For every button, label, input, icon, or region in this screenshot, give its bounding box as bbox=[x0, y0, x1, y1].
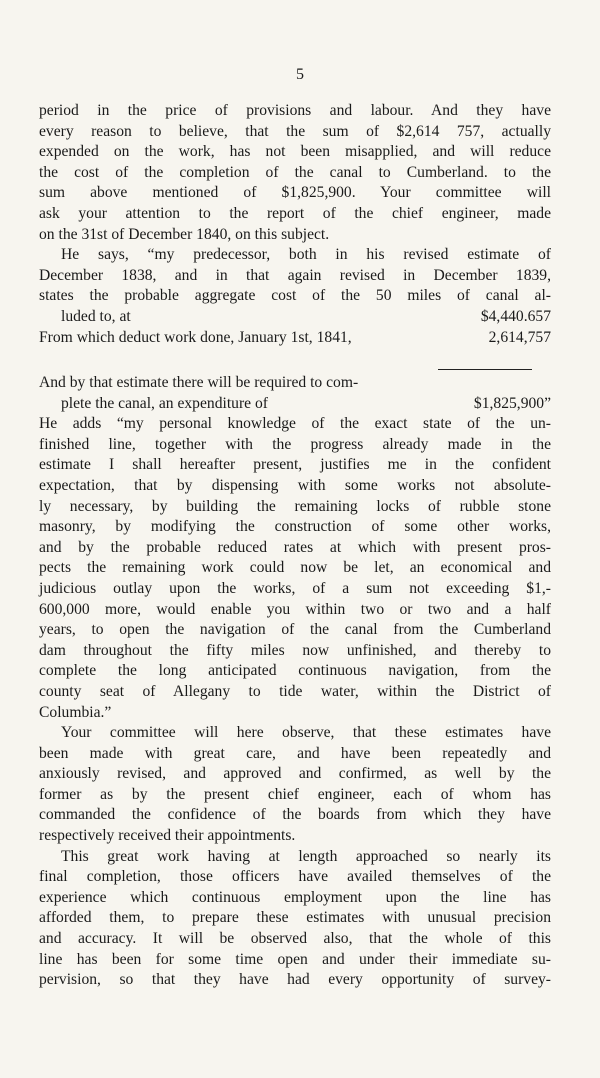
estimate-value: $1,825,900” bbox=[473, 394, 551, 412]
text-line: complete the long anticipated continuous navigation, from the bbox=[39, 662, 551, 680]
paragraph-5 bbox=[39, 723, 551, 847]
text-line: pervision, so that they have had every opportunity of survey- bbox=[39, 971, 551, 989]
paragraph-1 bbox=[39, 101, 551, 245]
text-line: former as by the present chief engineer, each of whom has bbox=[39, 785, 551, 803]
estimate-label: plete the canal, an expenditure of bbox=[61, 394, 268, 412]
text-line: states the probable aggregate cost of the 50 miles of canal al- bbox=[39, 287, 551, 305]
text-line: anxiously revised, and approved and confirmed, as well by the bbox=[39, 765, 551, 783]
text-line: pects the remaining work could now be let, an economical and bbox=[39, 559, 551, 577]
text-block-upper bbox=[39, 101, 551, 348]
estimate-row-work-done bbox=[39, 328, 551, 349]
text-line: judicious outlay upon the works, of a sum not exceeding $1,- bbox=[39, 579, 551, 597]
text-line: This great work having at length approached so nearly its bbox=[61, 847, 551, 865]
page-number: 5 bbox=[296, 66, 304, 83]
text-line: He says, “my predecessor, both in his revised estimate of bbox=[61, 246, 551, 264]
estimate-value: 2,614,757 bbox=[488, 328, 551, 346]
text-line: Your committee will here observe, that these estimates have bbox=[61, 724, 551, 742]
estimate-row-required bbox=[39, 394, 551, 415]
text-line: been made with great care, and have been repeatedly and bbox=[39, 744, 551, 762]
text-line: commanded the confidence of the boards from which they have bbox=[39, 806, 551, 824]
text-line: county seat of Allegany to tide water, within the District of bbox=[39, 682, 551, 700]
text-line: every reason to believe, that the sum of $2,614 757, actually bbox=[39, 122, 551, 140]
paragraph-2 bbox=[39, 245, 551, 307]
estimate-label: luded to, at bbox=[61, 307, 131, 325]
paragraph-4 bbox=[39, 414, 551, 723]
estimate-row-total-cost bbox=[39, 307, 551, 328]
text-line: masonry, by modifying the construction of some other works, bbox=[39, 518, 551, 536]
text-line: period in the price of provisions and labour. And they have bbox=[39, 102, 551, 119]
text-line: Columbia.” bbox=[39, 703, 112, 721]
estimate-value: $4,440.657 bbox=[480, 307, 551, 325]
text-line: experience which continuous employment upon the line has bbox=[39, 888, 551, 906]
text-line: expectation, that by dispensing with some works not absolute- bbox=[39, 476, 551, 494]
text-block-lower bbox=[39, 373, 551, 991]
estimate-label: From which deduct work done, January 1st, 1841, bbox=[39, 328, 352, 346]
text-line: sum above mentioned of $1,825,900. Your committee will bbox=[39, 184, 551, 202]
text-line: 600,000 more, would enable you within two or two and a half bbox=[39, 600, 551, 618]
text-line: expended on the work, has not been misapplied, and will reduce bbox=[39, 143, 551, 161]
text-line: He adds “my personal knowledge of the exact state of the un- bbox=[39, 415, 551, 433]
text-line: final completion, those officers have availed themselves of the bbox=[39, 868, 551, 886]
text-line: on the 31st of December 1840, on this subject. bbox=[39, 225, 330, 243]
text-line: and accuracy. It will be observed also, that the whole of this bbox=[39, 930, 551, 948]
text-line: years, to open the navigation of the canal from the Cumberland bbox=[39, 621, 551, 639]
text-line: estimate I shall hereafter present, justifies me in the confident bbox=[39, 456, 551, 474]
text-line: ly necessary, by building the remaining locks of rubble stone bbox=[39, 497, 551, 515]
text-line: and by the probable reduced rates at which with present pros- bbox=[39, 538, 551, 556]
text-line: the cost of the completion of the canal to Cumberland. to the bbox=[39, 163, 551, 181]
text-line: afforded them, to prepare these estimates with unusual precision bbox=[39, 909, 551, 927]
text-line: respectively received their appointments. bbox=[39, 827, 296, 845]
subtotal-rule bbox=[438, 369, 532, 370]
text-line: finished line, together with the progress already made in the bbox=[39, 435, 551, 453]
paragraph-6 bbox=[39, 847, 551, 991]
text-line: dam throughout the fifty miles now unfinished, and thereby to bbox=[39, 641, 551, 659]
text-line: December 1838, and in that again revised in December 1839, bbox=[39, 266, 551, 284]
text-line: ask your attention to the report of the chief engineer, made bbox=[39, 204, 551, 222]
text-line: line has been for some time open and under their immediate su- bbox=[39, 950, 551, 968]
text-line: And by that estimate there will be required to com- bbox=[39, 374, 359, 391]
